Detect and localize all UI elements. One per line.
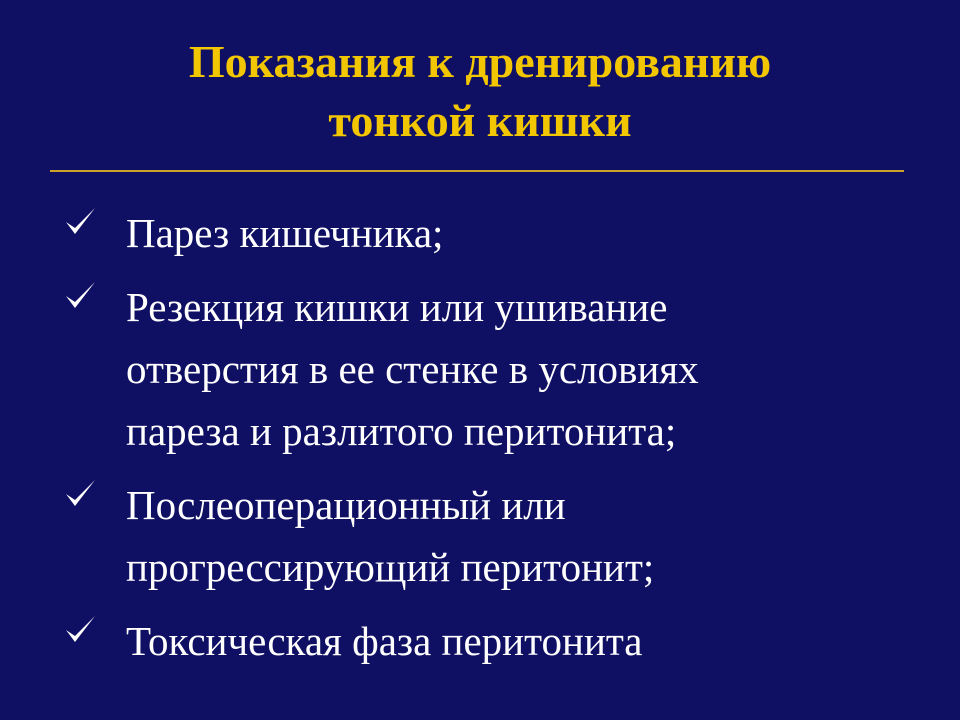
bullet-item xyxy=(60,474,920,598)
slide-title-line-1: Показания к дренированию xyxy=(188,36,772,87)
checkmark-icon xyxy=(62,612,98,648)
checkmark-icon xyxy=(62,204,98,240)
bullet-line: пареза и разлитого перитонита; xyxy=(126,408,677,454)
bullet-item xyxy=(60,202,920,264)
bullet-text xyxy=(126,202,920,264)
bullet-line: отверстия в ее стенке в условиях xyxy=(126,346,699,392)
bullet-text xyxy=(126,276,920,462)
title-divider xyxy=(50,170,904,172)
bullet-line: Парез кишечника; xyxy=(126,210,444,256)
bullet-list xyxy=(60,202,920,684)
slide-title-line-2: тонкой кишки xyxy=(328,95,632,146)
bullet-item xyxy=(60,276,920,462)
checkmark-icon xyxy=(62,476,98,512)
slide-title xyxy=(60,32,900,150)
bullet-line: Токсическая фаза перитонита xyxy=(126,618,643,664)
bullet-text xyxy=(126,610,920,672)
bullet-item xyxy=(60,610,920,672)
checkmark-icon xyxy=(62,278,98,314)
bullet-line: Резекция кишки или ушивание xyxy=(126,284,668,330)
bullet-text xyxy=(126,474,920,598)
bullet-line: прогрессирующий перитонит; xyxy=(126,544,655,590)
bullet-line: Послеоперационный или xyxy=(126,482,566,528)
